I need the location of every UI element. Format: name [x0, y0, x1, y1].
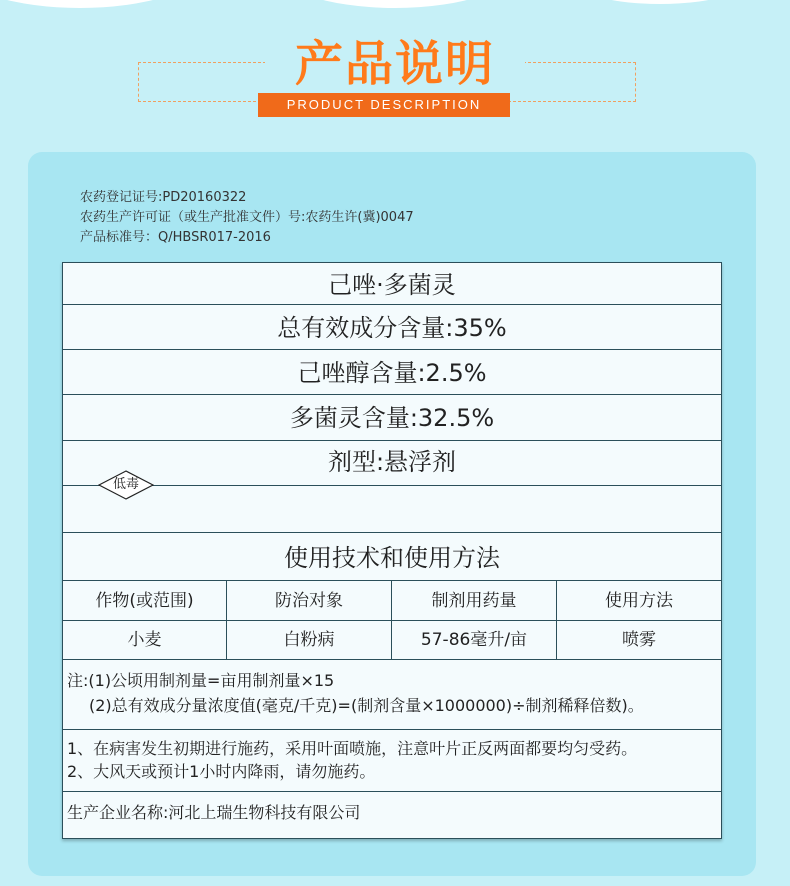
note-line-2: (2)总有效成分量浓度值(毫克/千克)=(制剂含量×1000000)÷制剂稀释倍数)。	[89, 696, 644, 715]
product-standard: 产品标准号：Q/HBSR017-2016	[80, 230, 271, 245]
cell-target: 白粉病	[227, 621, 392, 659]
hexaconazole-content: 己唑醇含量:2.5%	[63, 350, 721, 395]
carbendazim-content: 多菌灵含量:32.5%	[63, 395, 721, 441]
column-header-target: 防治对象	[227, 581, 392, 620]
cell-method: 喷雾	[622, 630, 656, 650]
manufacturer-name: 生产企业名称:河北上瑞生物科技有限公司	[67, 803, 361, 822]
page-subtitle: PRODUCT DESCRIPTION	[258, 93, 510, 117]
instruction-line-1: 1、在病害发生初期进行施药，采用叶面喷施，注意叶片正反两面都要均匀受药。	[67, 739, 638, 758]
registration-number: 农药登记证号:PD20160322	[80, 190, 247, 205]
total-content: 总有效成分含量:35%	[63, 305, 721, 350]
formulation: 剂型:悬浮剂	[63, 441, 721, 486]
cell-dosage: 57-86毫升/亩	[392, 621, 557, 659]
usage-table-header	[63, 581, 721, 621]
instruction-line-2: 2、大风天或预计1小时内降雨，请勿施药。	[67, 762, 376, 781]
product-label-table	[62, 262, 722, 839]
cell-crop: 小麦	[63, 621, 227, 659]
product-name: 己唑·多菌灵	[63, 263, 721, 305]
manufacturer-section	[63, 792, 721, 837]
production-license: 农药生产许可证（或生产批准文件）号:农药生许(冀)0047	[80, 210, 414, 225]
column-header-crop: 作物(或范围)	[63, 581, 227, 620]
usage-section-title: 使用技术和使用方法	[63, 533, 721, 581]
column-header-method: 使用方法	[605, 591, 673, 611]
toxicity-row	[63, 486, 721, 533]
toxicity-label: 低毒	[112, 477, 139, 492]
page-header	[0, 0, 790, 140]
column-header-dosage: 制剂用药量	[392, 581, 557, 620]
instructions-section	[63, 730, 721, 792]
table-row	[63, 621, 721, 660]
note-line-1: 注:(1)公顷用制剂量=亩用制剂量×15	[67, 671, 335, 690]
page-title: 产品说明	[265, 36, 525, 92]
notes-section	[63, 660, 721, 730]
